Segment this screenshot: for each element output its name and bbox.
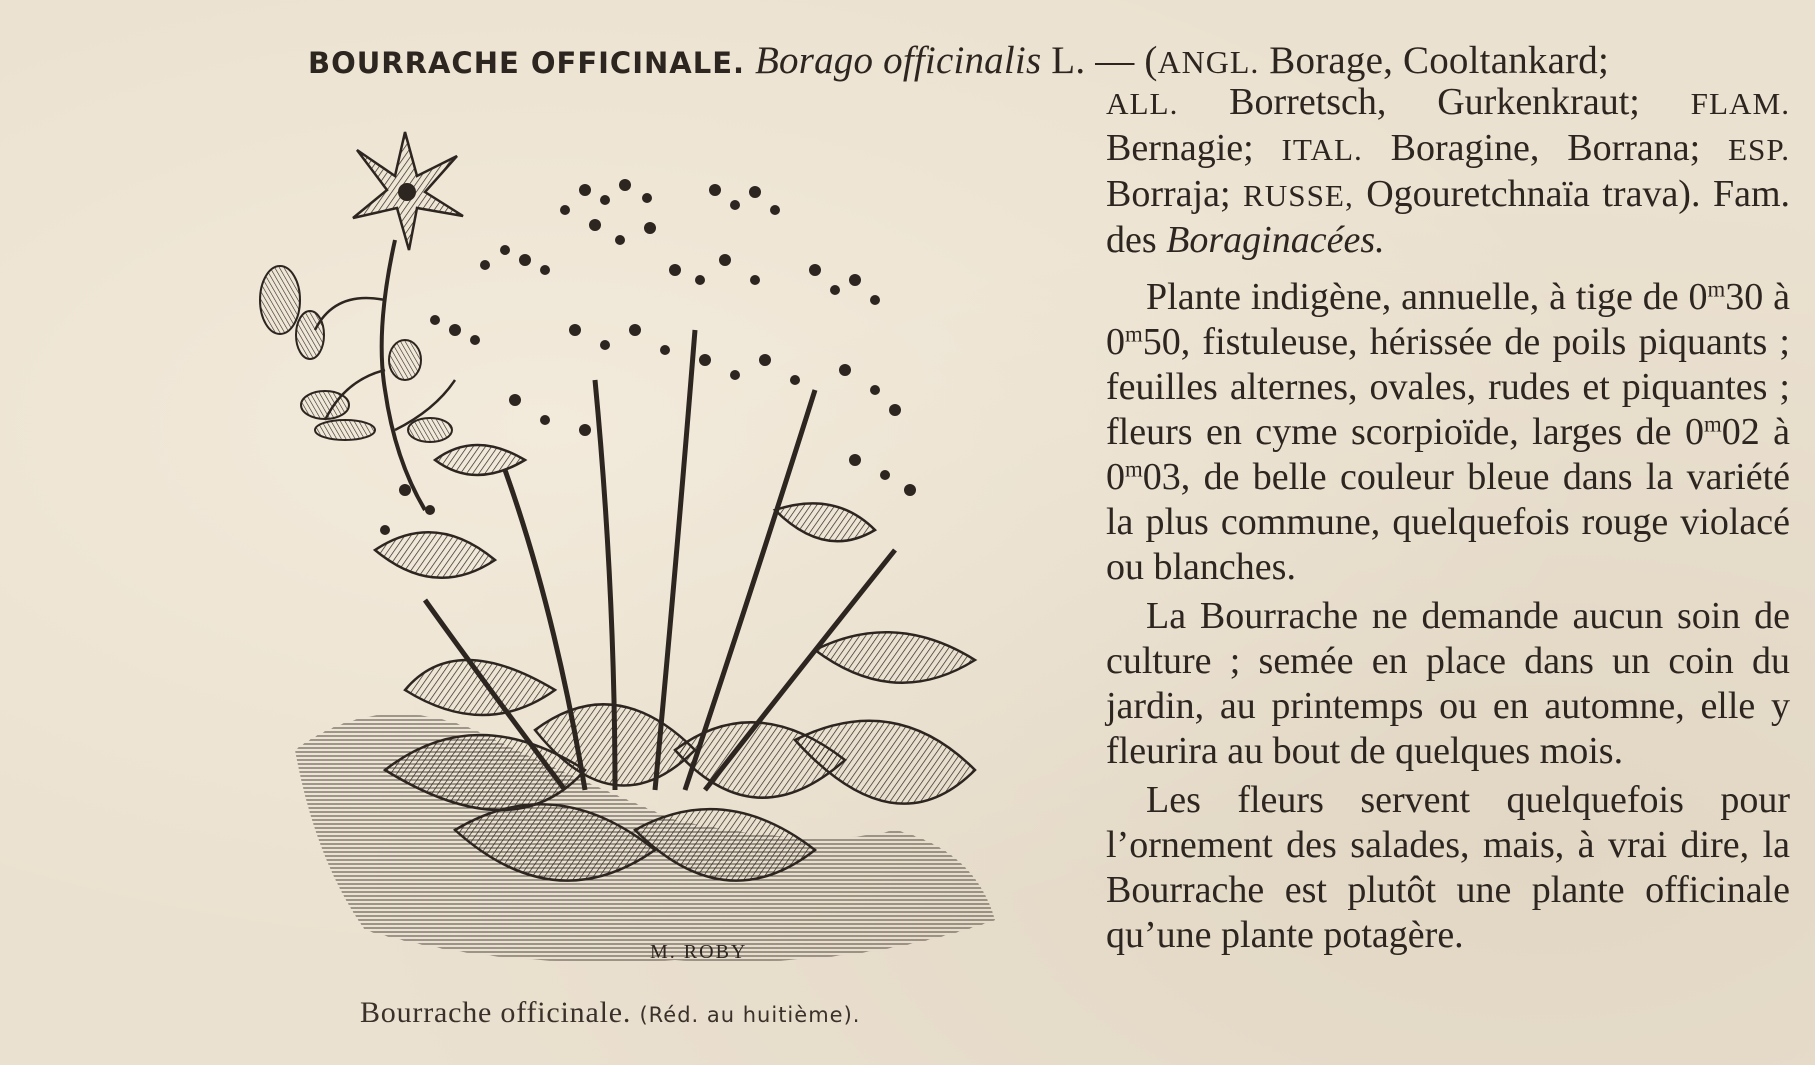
flower-spray <box>315 240 455 510</box>
synonym-angl: Borage, Cooltankard; <box>1269 39 1610 82</box>
figure-caption <box>360 996 980 1030</box>
synonym-esp: Borraja; <box>1106 173 1231 215</box>
unit-sup: m <box>1125 456 1143 482</box>
engraver-signature: M. ROBY <box>650 941 748 963</box>
borage-star-flower <box>353 132 463 250</box>
culture-paragraph: La Bourrache ne demande aucun soin de culture ; semée en place dans un coin du jardin, au printemps ou en automne, elle y fleurira au bout de quelques mois. <box>1106 595 1790 772</box>
lang-label-angl: ANGL. <box>1157 45 1260 80</box>
synonym-ital: Boragine, Borrana; <box>1390 127 1701 169</box>
synonym-flam: Bernagie; <box>1106 127 1254 169</box>
unit-sup: m <box>1707 276 1726 302</box>
lang-label-russe: RUSSE, <box>1242 178 1354 213</box>
caption-main: Bourrache officinale. <box>360 996 632 1029</box>
description-text-1: Plante indigène, annuelle, à tige de 0 <box>1146 276 1708 318</box>
description-text-5: 03, de belle couleur bleue dans la variété la plus commune, quelquefois rouge violacé ou blanches. <box>1106 456 1790 588</box>
lang-label-all: ALL. <box>1106 86 1179 121</box>
text-column <box>1106 80 1790 962</box>
unit-sup: m <box>1125 321 1143 347</box>
description-text-3: 50, fistuleuse, hérissée de poils piquants ; feuilles alternes, ovales, rudes et piquantes ; fleurs en cyme scorpioïde, larges de 0 <box>1106 321 1790 453</box>
lang-label-esp: ESP. <box>1728 132 1791 167</box>
borage-engraving <box>255 130 1075 990</box>
synonym-russe: Ogouretchnaïa trava). <box>1366 173 1701 215</box>
entry-headword: BOURRACHE OFFICINALE. <box>308 46 746 80</box>
flower-clusters <box>380 179 916 535</box>
description-text-2: 30 à 0 <box>1106 276 1790 363</box>
synonyms-open: ( <box>1144 39 1158 82</box>
unit-sup: m <box>1703 411 1722 437</box>
family-name: Boraginacées. <box>1166 219 1385 261</box>
family-prefix: Fam. des <box>1106 173 1790 261</box>
lang-label-ital: ITAL. <box>1281 132 1363 167</box>
flower-buds <box>260 266 452 442</box>
synonym-all: Borretsch, Gurkenkraut; <box>1229 81 1640 123</box>
author-abbrev: L. — <box>1051 39 1135 82</box>
caption-note: (Réd. au huitième). <box>639 1003 861 1027</box>
description-paragraph <box>1106 275 1790 590</box>
synonyms-paragraph <box>1106 80 1790 263</box>
usage-paragraph: Les fleurs servent quelquefois pour l’ornement des salades, mais, à vrai dire, la Bourrache est plutôt une plante officinale qu’une plante potagère. <box>1106 779 1790 956</box>
latin-name: Borago officinalis <box>754 39 1042 82</box>
description-text-4: 02 à 0 <box>1106 411 1790 498</box>
lang-label-flam: FLAM. <box>1690 86 1790 121</box>
